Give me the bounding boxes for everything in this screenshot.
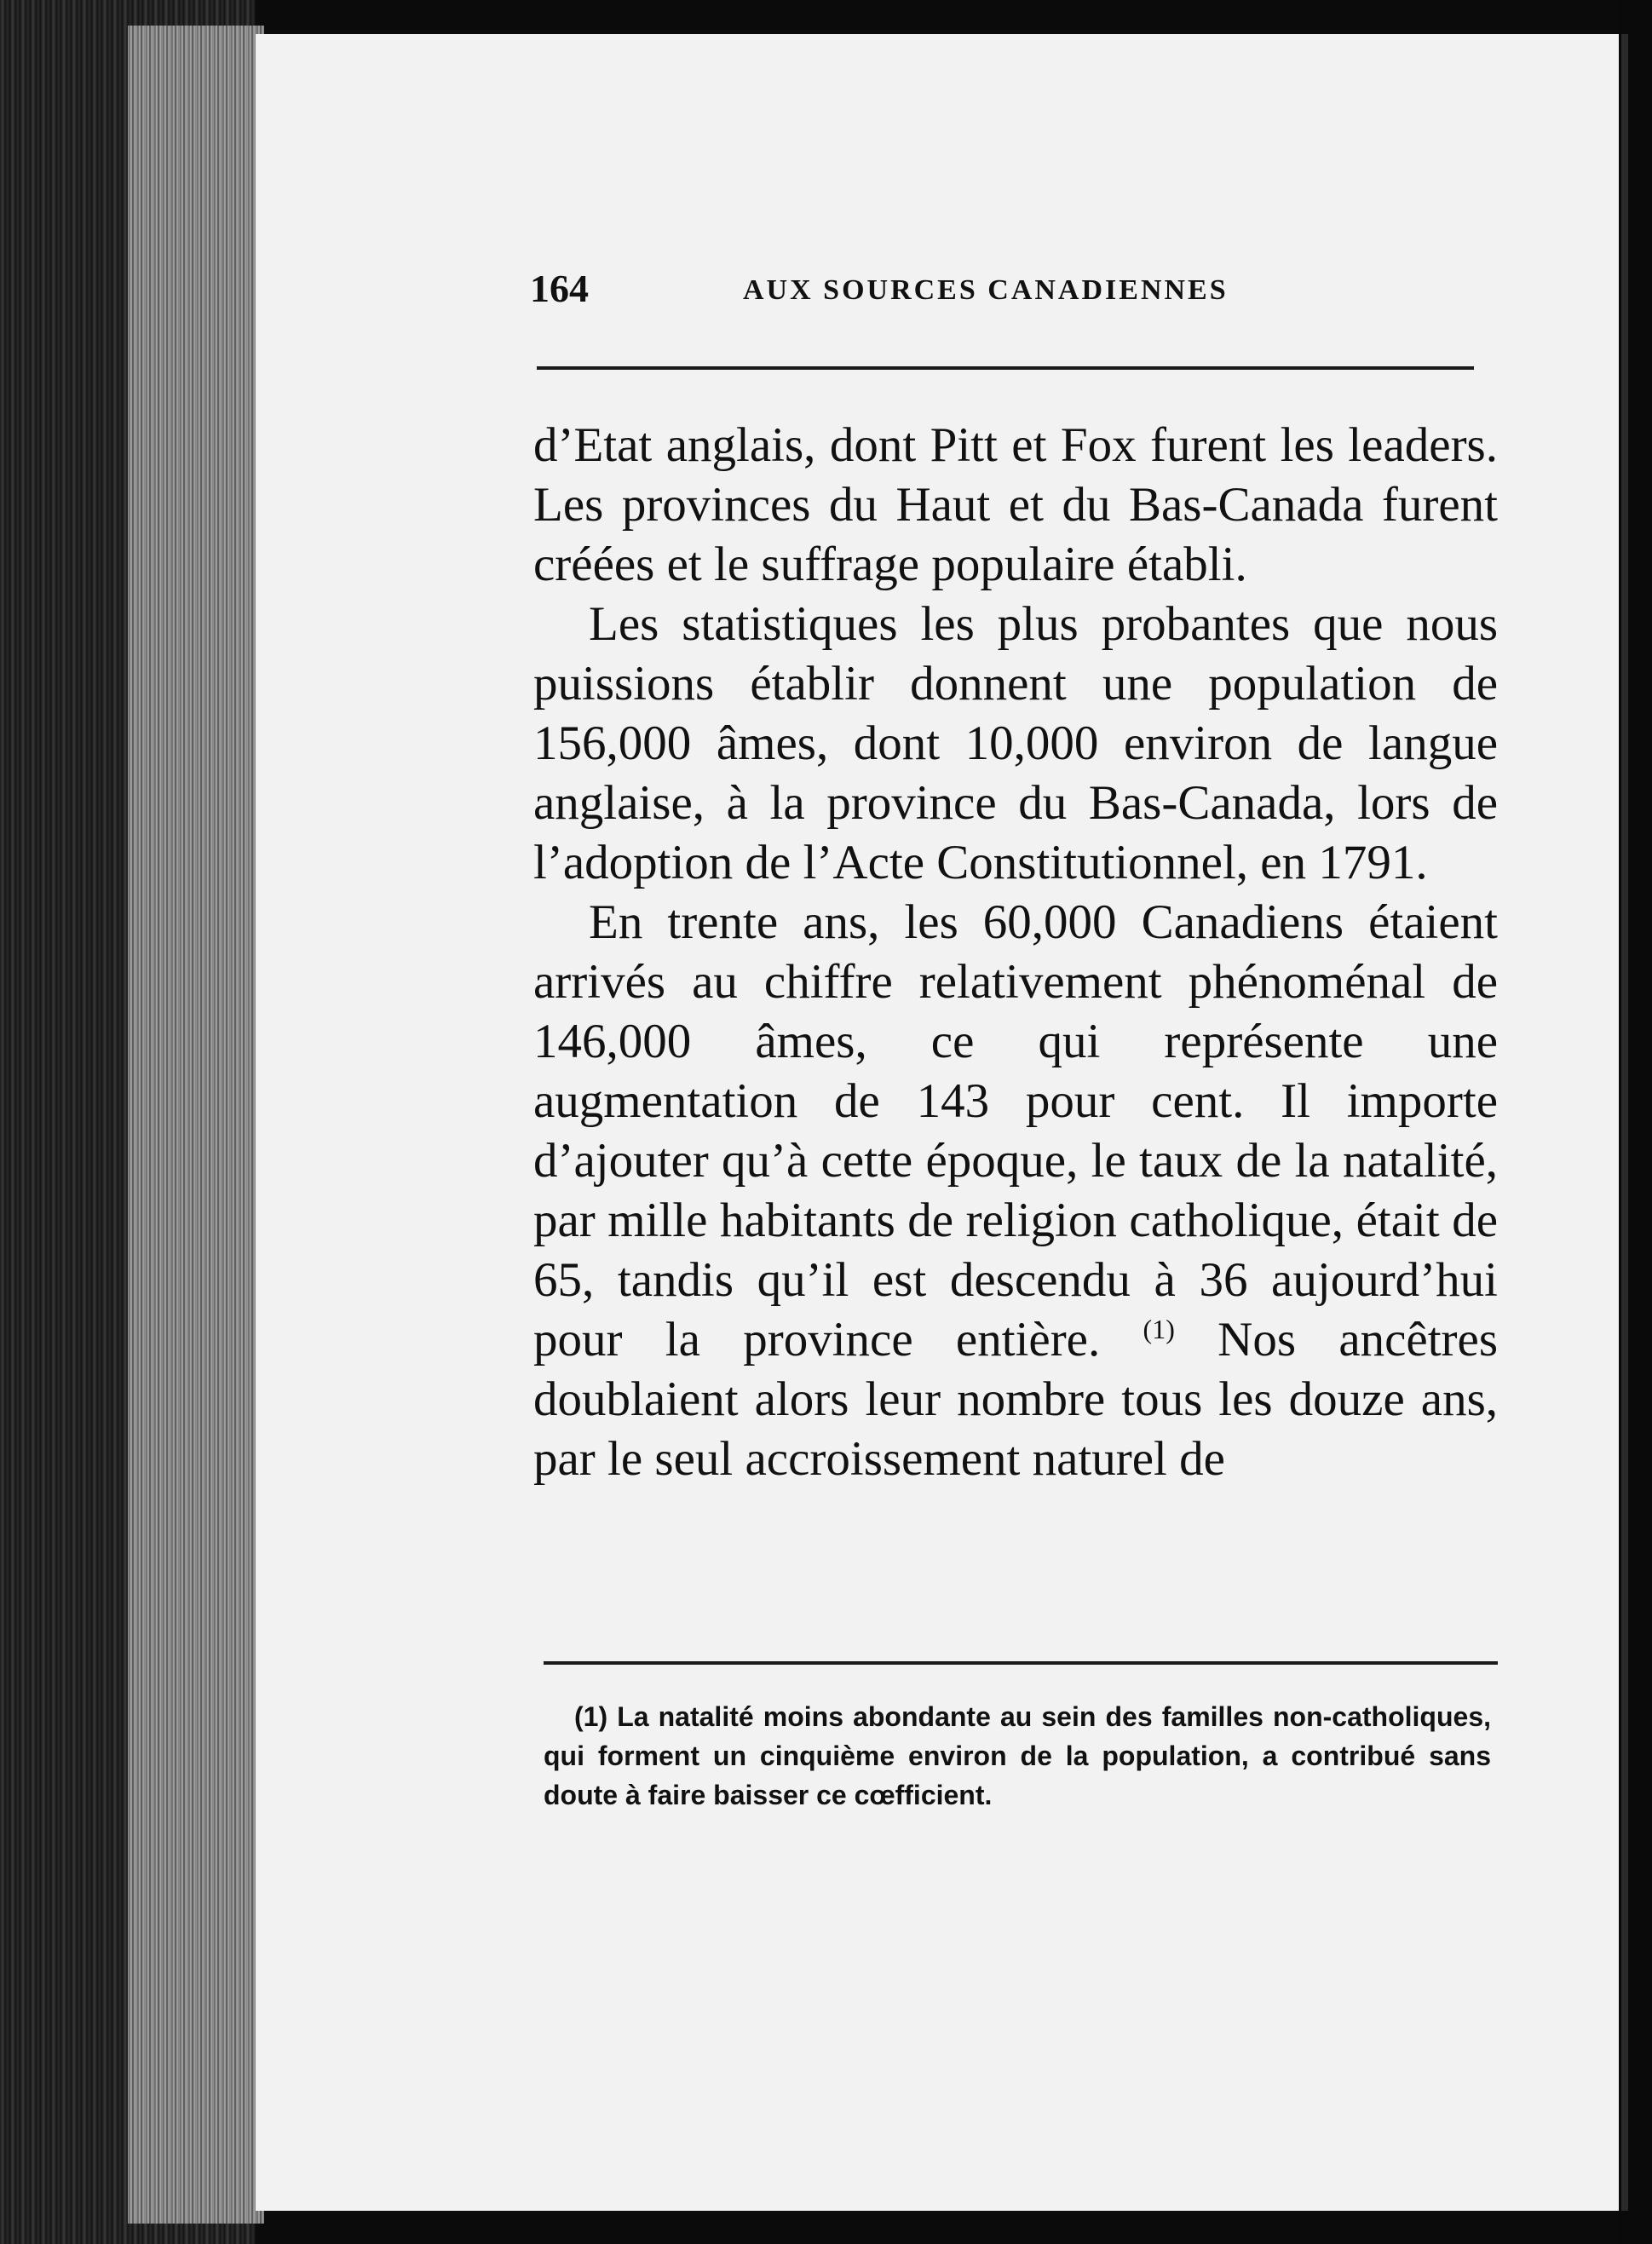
footnote: [544, 1697, 1491, 1815]
paragraph-3-part-2: Nos ancêtres doublaient alors leur nombre tous les douze ans, par le seul accroissement naturel de: [533, 1313, 1499, 1486]
footnote-rule: [544, 1661, 1498, 1665]
right-margin-edge: [1621, 34, 1628, 2211]
paragraph-1: d’Etat anglais, dont Pitt et Fox furent les leaders. Les provinces du Haut et du Bas-Canada furent créées et le suffrage populaire établi.: [533, 418, 1498, 591]
body-text: [533, 416, 1498, 1489]
paragraph-3-part-1: En trente ans, les 60,000 Canadiens étaient arrivés au chiffre relativement phénoménal de 146,000 âmes, ce qui représente une augmentation de 143 pour cent. Il importe d’ajouter qu’à cette époque, le taux de la natalité, par mille habitants de religion catholique, était de 65, tandis qu’il est descendu à 36 aujourd’hui pour la province entière.: [533, 895, 1498, 1367]
paragraph-2: Les statistiques les plus probantes que nous puissions établir donnent une population de 156,000 âmes, dont 10,000 environ de langue anglaise, à la province du Bas-Canada, lors de l’adoption de l’Acte Constitutionnel, en 1791.: [533, 597, 1498, 889]
header-rule: [537, 366, 1474, 370]
footnote-reference: (1): [1143, 1314, 1175, 1344]
running-title: AUX SOURCES CANADIENNES: [743, 274, 1229, 306]
footnote-text: (1) La natalité moins abondante au sein des familles non-catholiques, qui forment un cinquième environ de la population, a contribué sans doute à faire baisser ce cœfficient.: [544, 1701, 1491, 1810]
paragraph-3: [533, 893, 1498, 1489]
running-header: [530, 266, 1493, 325]
page-number: 164: [530, 267, 589, 310]
page-edges: [128, 26, 264, 2224]
